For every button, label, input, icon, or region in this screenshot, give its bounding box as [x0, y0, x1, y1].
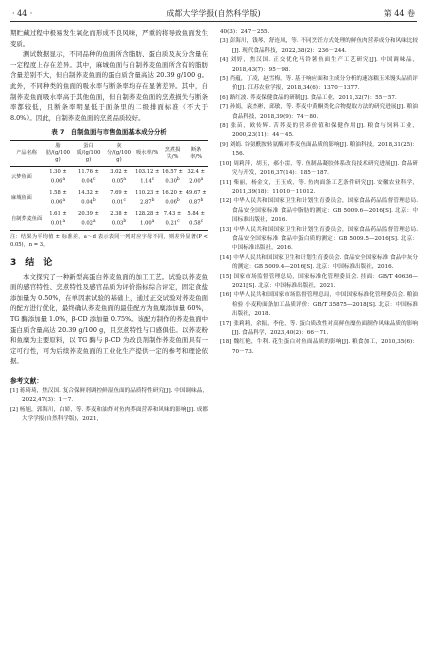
significance-letter: c — [177, 218, 180, 224]
significance-letter: a — [62, 177, 66, 183]
intro-paragraph-1: 期贮藏过程中极易发生氧化而形成不良风味，严重的将导致鱼面发生变质。 — [10, 29, 208, 48]
significance-letter: c — [123, 198, 126, 204]
reference-item: [14] 中华人民共和国国家卫生和计划生育委员会. 食品安全国家标准 食品中灰分的测定：GB 5009.4—2016[S]. 北京：中国标准出版社，2016. — [220, 254, 418, 271]
significance-letter: a — [123, 177, 126, 183]
reference-item: [16] 中华人民共和国国家市场监督管理总局，中国国家标准化管理委员会. 粮油检验 小麦粉面条加工品质评价：GB/T 35875—2018[S]. 北京：中国标准出版社，2018. — [220, 292, 418, 318]
table-cell — [104, 167, 134, 188]
table-cell — [104, 209, 134, 230]
table-header-row — [10, 141, 208, 167]
reference-item: [1] 蒋琦琦，焦汉国. 复合保鲜剂调控鲜湿鱼面的品质特性研究[J]. 中国调味品，2022,47(3)：1－7. — [10, 387, 208, 404]
table-header-cell: 灰分/(g/100 g) — [104, 141, 134, 167]
significance-letter: b — [200, 198, 204, 204]
cell-value: 49.67 ± 0.87 — [185, 190, 207, 206]
table-cell — [161, 188, 185, 209]
table-row — [10, 167, 208, 188]
reference-item: [10] 周莉萍，胡玉，郝小雷，等. 鱼制品凝胶体系改良技术研究进展[J]. 食品研究与开发，2016,37(14)：185－187. — [220, 160, 418, 177]
reference-item: [7] 孙娟，袁杰彬，邱敏，等. 荞麦中黄酮类化合物提取方法的研究进展[J]. 粮油食品科技，2018,39(9)：74－80. — [220, 104, 418, 120]
reference-item: [6] 路红波. 荞麦保健食品的研制[J]. 食品工业，2011,32(7)：55－57. — [220, 94, 397, 101]
table-title: 表 7 自制鱼面与市售鱼面基本成分分析 — [51, 128, 167, 137]
table-header-cell: 吸水率/% — [134, 141, 161, 167]
cell-value: 103.12 ± 1.14 — [135, 169, 160, 186]
references-list-right — [220, 28, 418, 357]
intro-paragraph-2: 测试数据显示，不同品种的鱼面所含脂肪、蛋白质及灰分含量在一定程度上存在差异。其中，麻城鱼面与自制荞麦鱼面所含有的脂肪含量差别不大，但自制荞麦鱼面的蛋白质含量高达 20.39 g/100 g。此外，不同种类的鱼面的吸水率与断条率均存在显著差异。其中，自制荞麦鱼面吸水率高于其他鱼面，但自制荞麦鱼面的烹煮损失与断条率都较低，且断条率明显低于面条里的二级排面标准（不大于 8.0%）。因此，自制荞麦鱼面的烹煮品质较好。 — [10, 50, 208, 122]
cell-value: 16.20 ± 0.06 — [162, 190, 183, 206]
significance-letter: b — [176, 198, 180, 204]
reference-item: 40(3)：247－255. — [220, 29, 270, 35]
significance-letter: c — [151, 177, 155, 183]
significance-letter: c — [200, 218, 204, 224]
table-row — [10, 188, 208, 209]
conclusion-text — [10, 272, 208, 367]
table-cell — [134, 167, 161, 188]
table-header-cell: 产品名称 — [10, 141, 43, 167]
cell-value: 7.43 ± 0.21 — [163, 210, 182, 227]
table-cell — [43, 209, 73, 230]
page-number: · 44 · — [12, 9, 33, 18]
cell-value: 14.32 ± 0.04 — [78, 190, 99, 206]
product-name-cell: 自制荞麦鱼面 — [10, 209, 43, 230]
reference-item: [9] 刘娟. 谷氨酰胺转氨酶对荞麦鱼面品质的影响[J]. 粮油科技，2018,31(25)：156. — [220, 141, 418, 158]
references-heading: 参考文献： — [10, 376, 43, 385]
table-header-cell: 烹煮损失/% — [161, 141, 185, 167]
table-body — [10, 167, 208, 230]
references-list-left — [10, 387, 208, 425]
journal-title: 成都大学学报(自然科学版) — [166, 9, 261, 18]
table-cell — [104, 188, 134, 209]
table-cell — [184, 167, 208, 188]
table-cell — [73, 209, 104, 230]
reference-item: [15] 国家市场监督管理总局，国家标准化管理委员会. 挂面：GB/T 40636—2021[S]. 北京：中国标准出版社，2021. — [220, 273, 418, 289]
table-cell — [161, 209, 185, 230]
table-cell — [134, 188, 161, 209]
table-cell — [73, 167, 104, 188]
significance-letter: b — [123, 218, 127, 224]
intro-text — [10, 28, 208, 123]
cell-value: 1.30 ± 0.06 — [49, 169, 67, 186]
table-row — [10, 209, 208, 230]
composition-table — [10, 140, 208, 230]
table-header-cell: 蛋白质/(g/100 g) — [73, 141, 104, 167]
reference-item: [3] 彭海川，钱琴，舒连凤，等. 不同烹饪方式处理的鲜鱼肉营养成分和风味比较[J]. 现代食品科技，2022,38(2)：236－244. — [220, 38, 418, 54]
table-header-cell: 断条率/% — [184, 141, 208, 167]
significance-letter: a — [92, 218, 96, 224]
significance-letter: a — [62, 198, 66, 204]
product-name-cell: 麻城鱼面 — [11, 194, 32, 201]
cell-value: 3.02 ± 0.05 — [110, 169, 128, 186]
significance-letter: b — [151, 198, 155, 204]
reference-item: [17] 张莉莉，余振，李伦，等. 蛋白质改性对高鲜鱼糜鱼面制作风味品质的影响[J]. 食品科学，2023,40(2)：66－71. — [220, 320, 418, 336]
conclusion-paragraph: 本文探究了一种新型高蛋白荞麦鱼面的加工工艺。试验以荞麦鱼面的感官特性、烹煮特性及感官品质为评价指标综合评定，固定食盐添加量为 0.50%，在单因素试验的基础上，通过正交试验对荞麦鱼面的配方进行优化，最终确认荞麦鱼面的最佳配方为鱼糜添加量 60%，TG 酶添加量 1.0%，β-CD 添加量 0.75%。该配方制作的荞麦鱼面中蛋白质含量高达 20.39 g/100 g，且烹煮特性与口感俱佳。以荞麦粉和鱼糜为主要原料，以 TG 酶与 β-CD 为改良剂制作荞麦鱼面具有一定可行性，可为后续荞麦鱼面的工业化生产提供一定的参考和理论依据。 — [10, 272, 208, 366]
cell-value: 20.39 ± 0.02 — [78, 210, 99, 227]
volume-label: 第 44 卷 — [383, 9, 415, 18]
cell-value: 128.28 ± 1.00 — [135, 210, 160, 227]
significance-letter: a — [200, 177, 204, 183]
reference-item: [8] 张苗，欧传辉. 苦荞麦的营养价值和保健作用[J]. 粮食与饲料工业，2000,23(11)：44－45. — [220, 123, 418, 139]
reference-item: [12] 中华人民共和国国家卫生和计划生育委员会，国家食品药品监督管理总局. 食品安全国家标准 食品中脂肪的测定：GB 5009.6—2016[S]. 北京：中国标准出版社，2016. — [220, 198, 418, 224]
reference-item: [5] 肖蕴，丁凌，赵雪梅，等. 基于响应面和主成分分析的速冻糯玉米馒头品质评价[J]. 江苏农业学报，2018,34(6)：1370－1377. — [220, 76, 418, 92]
reference-item: [11] 柴丽，杨金文，王玉成，等. 鱼肉面条工艺条件研究[J]. 安徽农业科学，2011,39(18)：11010－11012. — [220, 179, 418, 195]
cell-value: 7.69 ± 0.01 — [110, 190, 128, 206]
table-cell — [184, 188, 208, 209]
reference-item: [2] 杨旭，郭海川，白娇，等. 荞麦和油炸对鱼肉荞面营养和风味的影响[J]. 成都大学学报(自然科学版)，2021， — [10, 406, 208, 423]
cell-value: 1.58 ± 0.06 — [49, 190, 67, 206]
cell-value: 1.61 ± 0.01 — [49, 210, 67, 227]
cell-value: 5.84 ± 0.58 — [187, 210, 205, 227]
left-column — [10, 28, 208, 425]
significance-letter: a — [151, 218, 155, 224]
section-heading-conclusion: 3 结 论 — [10, 257, 53, 268]
cell-value: 16.57 ± 0.30 — [162, 169, 183, 186]
table-cell — [43, 188, 73, 209]
table-cell — [161, 167, 185, 188]
reference-item: [18] 魏红艳，牛利. 花生蛋白对鱼面品质的影响[J]. 粮食加工，2010,35(6)：70－73. — [220, 339, 418, 355]
reference-item: [4] 刘婷，焦汉国. 正交优化马铃薯鱼面生产工艺研究[J]. 中国调味品，2018,43(7)：95－98. — [220, 57, 418, 73]
significance-letter: c — [93, 177, 96, 183]
table-cell — [134, 209, 161, 230]
page-header — [10, 8, 417, 22]
table-cell — [184, 209, 208, 230]
table-cell — [43, 167, 73, 188]
cell-value: 110.23 ± 2.87 — [135, 190, 160, 206]
right-column — [220, 28, 418, 357]
table-header-cell: 脂肪/(g/100 g) — [43, 141, 73, 167]
cell-value: 32.4 ± 2.00 — [187, 169, 205, 186]
cell-value: 2.38 ± 0.03 — [110, 210, 128, 227]
product-name-cell: 云梦鱼面 — [11, 174, 32, 181]
significance-letter: b — [92, 198, 96, 204]
table-cell — [73, 188, 104, 209]
cell-value: 11.76 ± 0.04 — [78, 169, 99, 186]
significance-letter: b — [176, 177, 180, 183]
significance-letter: a — [62, 218, 66, 224]
reference-item: [13] 中华人民共和国国家卫生和计划生育委员会，国家食品药品监督管理总局. 食品安全国家标准 食品中蛋白质的测定：GB 5009.5—2016[S]. 北京：中国标准出版社，2016. — [220, 226, 418, 252]
table-note: 注：结果为平均值 ± 标准差，a～d 表示表同一列对应字母不同，则差异显著(P < 0.05)，n = 3。 — [10, 233, 208, 248]
